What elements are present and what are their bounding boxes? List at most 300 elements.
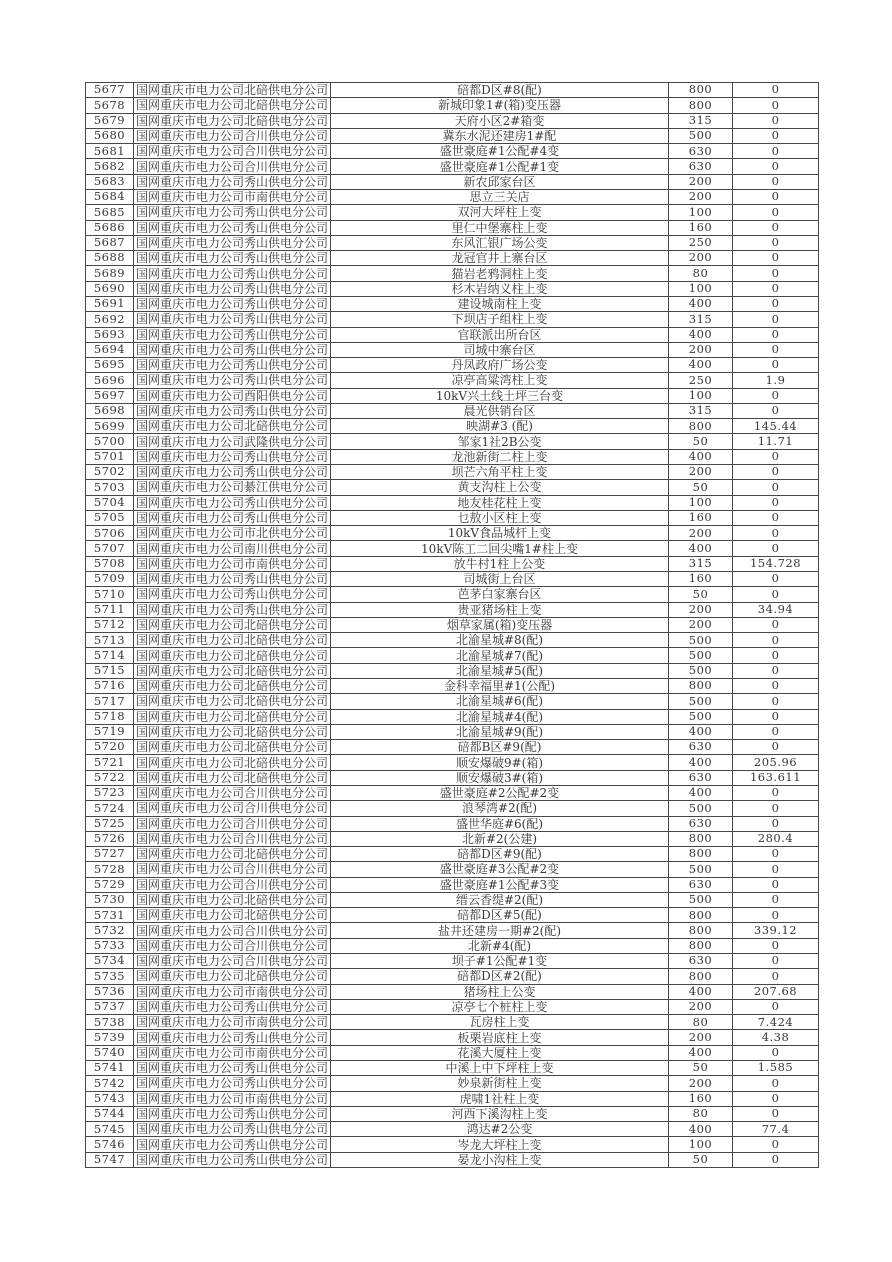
value-cell: 163.611 [733, 770, 819, 785]
value-cell: 0 [733, 526, 819, 541]
table-row [86, 1015, 819, 1030]
capacity-cell: 500 [669, 648, 733, 663]
capacity-cell: 200 [669, 342, 733, 357]
value-cell: 0 [733, 633, 819, 648]
capacity-cell: 400 [669, 755, 733, 770]
row-id-cell: 5707 [86, 541, 134, 556]
data-table-container [85, 82, 819, 1168]
company-name-cell: 国网重庆市电力公司秀山供电分公司 [134, 403, 331, 418]
table-row [86, 923, 819, 938]
station-name-cell: 放牛村1柱上公变 [331, 556, 669, 571]
row-id-cell: 5677 [86, 83, 134, 98]
company-name-cell: 国网重庆市电力公司合川供电分公司 [134, 801, 331, 816]
row-id-cell: 5723 [86, 785, 134, 800]
capacity-cell: 800 [669, 908, 733, 923]
value-cell: 0 [733, 816, 819, 831]
table-row [86, 266, 819, 281]
row-id-cell: 5693 [86, 327, 134, 342]
table-row [86, 373, 819, 388]
row-id-cell: 5718 [86, 709, 134, 724]
value-cell: 0 [733, 999, 819, 1014]
table-row [86, 1091, 819, 1106]
company-name-cell: 国网重庆市电力公司酉阳供电分公司 [134, 388, 331, 403]
row-id-cell: 5711 [86, 602, 134, 617]
row-id-cell: 5681 [86, 144, 134, 159]
company-name-cell: 国网重庆市电力公司北碚供电分公司 [134, 755, 331, 770]
value-cell: 0 [733, 648, 819, 663]
value-cell: 0 [733, 969, 819, 984]
table-row [86, 358, 819, 373]
table-row [86, 98, 819, 113]
company-name-cell: 国网重庆市电力公司合川供电分公司 [134, 831, 331, 846]
value-cell: 0 [733, 572, 819, 587]
table-row [86, 1061, 819, 1076]
value-cell: 0 [733, 785, 819, 800]
row-id-cell: 5731 [86, 908, 134, 923]
value-cell: 0 [733, 724, 819, 739]
company-name-cell: 国网重庆市电力公司秀山供电分公司 [134, 510, 331, 525]
table-row [86, 465, 819, 480]
row-id-cell: 5743 [86, 1091, 134, 1106]
capacity-cell: 315 [669, 556, 733, 571]
station-name-cell: 顺安爆破9#(箱) [331, 755, 669, 770]
station-name-cell: 妙泉新街柱上变 [331, 1076, 669, 1091]
table-row [86, 1076, 819, 1091]
station-name-cell: 盛世豪庭#2公配#2变 [331, 785, 669, 800]
station-name-cell: 下坝店子组柱上变 [331, 312, 669, 327]
table-row [86, 128, 819, 143]
capacity-cell: 160 [669, 510, 733, 525]
value-cell: 0 [733, 113, 819, 128]
company-name-cell: 国网重庆市电力公司秀山供电分公司 [134, 1076, 331, 1091]
station-name-cell: 瓦房柱上变 [331, 1015, 669, 1030]
station-name-cell: 贵亚猪场柱上变 [331, 602, 669, 617]
company-name-cell: 国网重庆市电力公司市南供电分公司 [134, 1091, 331, 1106]
row-id-cell: 5712 [86, 617, 134, 632]
value-cell: 0 [733, 1091, 819, 1106]
value-cell: 0 [733, 83, 819, 98]
company-name-cell: 国网重庆市电力公司合川供电分公司 [134, 877, 331, 892]
value-cell: 0 [733, 1152, 819, 1167]
table-row [86, 648, 819, 663]
table-row [86, 205, 819, 220]
row-id-cell: 5683 [86, 174, 134, 189]
station-name-cell: 乜敖小区柱上变 [331, 510, 669, 525]
station-name-cell: 丹凤政府广场公变 [331, 358, 669, 373]
row-id-cell: 5739 [86, 1030, 134, 1045]
station-name-cell: 双河大坪柱上变 [331, 205, 669, 220]
value-cell: 145.44 [733, 419, 819, 434]
station-name-cell: 碚都B区#9(配) [331, 740, 669, 755]
station-name-cell: 杉木岩纳义柱上变 [331, 281, 669, 296]
company-name-cell: 国网重庆市电力公司秀山供电分公司 [134, 235, 331, 250]
company-name-cell: 国网重庆市电力公司北碚供电分公司 [134, 113, 331, 128]
row-id-cell: 5702 [86, 465, 134, 480]
company-name-cell: 国网重庆市电力公司合川供电分公司 [134, 954, 331, 969]
table-row [86, 938, 819, 953]
table-row [86, 403, 819, 418]
company-name-cell: 国网重庆市电力公司秀山供电分公司 [134, 358, 331, 373]
station-name-cell: 坝子#1公配#1变 [331, 954, 669, 969]
value-cell: 154.728 [733, 556, 819, 571]
table-row [86, 954, 819, 969]
company-name-cell: 国网重庆市电力公司北碚供电分公司 [134, 740, 331, 755]
table-row [86, 572, 819, 587]
station-name-cell: 北渝星城#6(配) [331, 694, 669, 709]
capacity-cell: 400 [669, 1122, 733, 1137]
station-name-cell: 龙冠官井上寨台区 [331, 251, 669, 266]
capacity-cell: 400 [669, 358, 733, 373]
capacity-cell: 400 [669, 541, 733, 556]
row-id-cell: 5741 [86, 1061, 134, 1076]
value-cell: 280.4 [733, 831, 819, 846]
value-cell: 0 [733, 587, 819, 602]
table-row [86, 770, 819, 785]
station-name-cell: 碚都D区#2(配) [331, 969, 669, 984]
station-name-cell: 冀东水泥还建房1#配 [331, 128, 669, 143]
table-row [86, 633, 819, 648]
capacity-cell: 100 [669, 281, 733, 296]
company-name-cell: 国网重庆市电力公司綦江供电分公司 [134, 480, 331, 495]
station-name-cell: 河西下溪沟柱上变 [331, 1106, 669, 1121]
station-name-cell: 花溪大厦柱上变 [331, 1045, 669, 1060]
table-row [86, 587, 819, 602]
station-name-cell: 鸿达#2公变 [331, 1122, 669, 1137]
row-id-cell: 5706 [86, 526, 134, 541]
table-row [86, 327, 819, 342]
row-id-cell: 5691 [86, 296, 134, 311]
row-id-cell: 5717 [86, 694, 134, 709]
company-name-cell: 国网重庆市电力公司秀山供电分公司 [134, 449, 331, 464]
station-name-cell: 北渝星城#4(配) [331, 709, 669, 724]
capacity-cell: 315 [669, 403, 733, 418]
table-row [86, 342, 819, 357]
company-name-cell: 国网重庆市电力公司秀山供电分公司 [134, 1122, 331, 1137]
table-row [86, 969, 819, 984]
row-id-cell: 5724 [86, 801, 134, 816]
value-cell: 0 [733, 327, 819, 342]
station-name-cell: 司城街上台区 [331, 572, 669, 587]
station-name-cell: 新城印象1#(箱)变压器 [331, 98, 669, 113]
row-id-cell: 5689 [86, 266, 134, 281]
company-name-cell: 国网重庆市电力公司秀山供电分公司 [134, 373, 331, 388]
value-cell: 0 [733, 251, 819, 266]
capacity-cell: 50 [669, 480, 733, 495]
table-row [86, 694, 819, 709]
company-name-cell: 国网重庆市电力公司秀山供电分公司 [134, 572, 331, 587]
value-cell: 0 [733, 480, 819, 495]
capacity-cell: 200 [669, 602, 733, 617]
station-name-cell: 凉亭高粱湾柱上变 [331, 373, 669, 388]
table-row [86, 892, 819, 907]
station-name-cell: 凉亭七个桩柱上变 [331, 999, 669, 1014]
capacity-cell: 800 [669, 831, 733, 846]
value-cell: 0 [733, 709, 819, 724]
capacity-cell: 800 [669, 678, 733, 693]
value-cell: 7.424 [733, 1015, 819, 1030]
table-row [86, 831, 819, 846]
value-cell: 0 [733, 465, 819, 480]
value-cell: 0 [733, 403, 819, 418]
station-name-cell: 龙池新街二柱上变 [331, 449, 669, 464]
station-name-cell: 新农邱家台区 [331, 174, 669, 189]
capacity-cell: 315 [669, 113, 733, 128]
company-name-cell: 国网重庆市电力公司秀山供电分公司 [134, 1030, 331, 1045]
station-name-cell: 邹家1社2B公变 [331, 434, 669, 449]
company-name-cell: 国网重庆市电力公司秀山供电分公司 [134, 266, 331, 281]
row-id-cell: 5733 [86, 938, 134, 953]
value-cell: 0 [733, 296, 819, 311]
value-cell: 0 [733, 617, 819, 632]
capacity-cell: 400 [669, 984, 733, 999]
row-id-cell: 5687 [86, 235, 134, 250]
row-id-cell: 5680 [86, 128, 134, 143]
row-id-cell: 5682 [86, 159, 134, 174]
row-id-cell: 5737 [86, 999, 134, 1014]
power-station-table [85, 82, 819, 1168]
station-name-cell: 东风汇银广场公变 [331, 235, 669, 250]
value-cell: 77.4 [733, 1122, 819, 1137]
table-row [86, 526, 819, 541]
value-cell: 34.94 [733, 602, 819, 617]
capacity-cell: 400 [669, 449, 733, 464]
company-name-cell: 国网重庆市电力公司秀山供电分公司 [134, 327, 331, 342]
station-name-cell: 中溪上中下坪柱上变 [331, 1061, 669, 1076]
company-name-cell: 国网重庆市电力公司北碚供电分公司 [134, 617, 331, 632]
capacity-cell: 800 [669, 847, 733, 862]
station-name-cell: 北渝星城#9(配) [331, 724, 669, 739]
table-row [86, 1045, 819, 1060]
row-id-cell: 5710 [86, 587, 134, 602]
capacity-cell: 100 [669, 1137, 733, 1152]
company-name-cell: 国网重庆市电力公司秀山供电分公司 [134, 296, 331, 311]
value-cell: 0 [733, 144, 819, 159]
station-name-cell: 碚都D区#5(配) [331, 908, 669, 923]
value-cell: 0 [733, 174, 819, 189]
capacity-cell: 400 [669, 724, 733, 739]
capacity-cell: 200 [669, 465, 733, 480]
table-row [86, 495, 819, 510]
value-cell: 205.96 [733, 755, 819, 770]
value-cell: 339.12 [733, 923, 819, 938]
row-id-cell: 5690 [86, 281, 134, 296]
capacity-cell: 250 [669, 373, 733, 388]
capacity-cell: 200 [669, 617, 733, 632]
capacity-cell: 630 [669, 770, 733, 785]
company-name-cell: 国网重庆市电力公司北碚供电分公司 [134, 663, 331, 678]
capacity-cell: 630 [669, 954, 733, 969]
company-name-cell: 国网重庆市电力公司北碚供电分公司 [134, 678, 331, 693]
value-cell: 0 [733, 159, 819, 174]
table-row [86, 83, 819, 98]
row-id-cell: 5735 [86, 969, 134, 984]
capacity-cell: 200 [669, 189, 733, 204]
company-name-cell: 国网重庆市电力公司合川供电分公司 [134, 159, 331, 174]
row-id-cell: 5708 [86, 556, 134, 571]
value-cell: 0 [733, 1106, 819, 1121]
capacity-cell: 500 [669, 862, 733, 877]
row-id-cell: 5700 [86, 434, 134, 449]
table-row [86, 174, 819, 189]
table-row [86, 1030, 819, 1045]
row-id-cell: 5692 [86, 312, 134, 327]
table-row [86, 740, 819, 755]
row-id-cell: 5732 [86, 923, 134, 938]
capacity-cell: 200 [669, 1030, 733, 1045]
company-name-cell: 国网重庆市电力公司北碚供电分公司 [134, 419, 331, 434]
capacity-cell: 800 [669, 969, 733, 984]
company-name-cell: 国网重庆市电力公司北碚供电分公司 [134, 908, 331, 923]
station-name-cell: 北新#2(公建) [331, 831, 669, 846]
capacity-cell: 500 [669, 694, 733, 709]
row-id-cell: 5736 [86, 984, 134, 999]
value-cell: 0 [733, 541, 819, 556]
company-name-cell: 国网重庆市电力公司秀山供电分公司 [134, 465, 331, 480]
table-row [86, 541, 819, 556]
company-name-cell: 国网重庆市电力公司南川供电分公司 [134, 541, 331, 556]
row-id-cell: 5728 [86, 862, 134, 877]
station-name-cell: 盛世豪庭#3公配#2变 [331, 862, 669, 877]
company-name-cell: 国网重庆市电力公司合川供电分公司 [134, 144, 331, 159]
row-id-cell: 5696 [86, 373, 134, 388]
value-cell: 0 [733, 694, 819, 709]
value-cell: 0 [733, 205, 819, 220]
company-name-cell: 国网重庆市电力公司秀山供电分公司 [134, 587, 331, 602]
station-name-cell: 10kV兴土线土坪三台变 [331, 388, 669, 403]
capacity-cell: 50 [669, 1061, 733, 1076]
table-row [86, 999, 819, 1014]
value-cell: 0 [733, 449, 819, 464]
row-id-cell: 5705 [86, 510, 134, 525]
row-id-cell: 5742 [86, 1076, 134, 1091]
company-name-cell: 国网重庆市电力公司北碚供电分公司 [134, 709, 331, 724]
row-id-cell: 5720 [86, 740, 134, 755]
value-cell: 0 [733, 908, 819, 923]
table-row [86, 1152, 819, 1167]
value-cell: 0 [733, 235, 819, 250]
company-name-cell: 国网重庆市电力公司北碚供电分公司 [134, 83, 331, 98]
company-name-cell: 国网重庆市电力公司合川供电分公司 [134, 816, 331, 831]
table-row [86, 189, 819, 204]
row-id-cell: 5716 [86, 678, 134, 693]
capacity-cell: 200 [669, 251, 733, 266]
value-cell: 1.9 [733, 373, 819, 388]
row-id-cell: 5699 [86, 419, 134, 434]
station-name-cell: 岑龙大坪柱上变 [331, 1137, 669, 1152]
company-name-cell: 国网重庆市电力公司合川供电分公司 [134, 862, 331, 877]
row-id-cell: 5740 [86, 1045, 134, 1060]
table-row [86, 678, 819, 693]
station-name-cell: 黄支沟柱上公变 [331, 480, 669, 495]
capacity-cell: 630 [669, 740, 733, 755]
capacity-cell: 800 [669, 83, 733, 98]
station-name-cell: 虎啸1社柱上变 [331, 1091, 669, 1106]
row-id-cell: 5704 [86, 495, 134, 510]
station-name-cell: 浪琴湾#2(配) [331, 801, 669, 816]
table-row [86, 862, 819, 877]
table-row [86, 908, 819, 923]
row-id-cell: 5688 [86, 251, 134, 266]
station-name-cell: 天府小区2#箱变 [331, 113, 669, 128]
table-row [86, 388, 819, 403]
table-row [86, 1122, 819, 1137]
row-id-cell: 5738 [86, 1015, 134, 1030]
company-name-cell: 国网重庆市电力公司市南供电分公司 [134, 189, 331, 204]
row-id-cell: 5698 [86, 403, 134, 418]
company-name-cell: 国网重庆市电力公司秀山供电分公司 [134, 205, 331, 220]
station-name-cell: 映湖#3 (配) [331, 419, 669, 434]
company-name-cell: 国网重庆市电力公司北碚供电分公司 [134, 724, 331, 739]
capacity-cell: 500 [669, 709, 733, 724]
capacity-cell: 500 [669, 801, 733, 816]
capacity-cell: 800 [669, 923, 733, 938]
row-id-cell: 5697 [86, 388, 134, 403]
capacity-cell: 630 [669, 159, 733, 174]
table-row [86, 556, 819, 571]
row-id-cell: 5722 [86, 770, 134, 785]
capacity-cell: 500 [669, 128, 733, 143]
row-id-cell: 5745 [86, 1122, 134, 1137]
company-name-cell: 国网重庆市电力公司北碚供电分公司 [134, 847, 331, 862]
table-row [86, 1106, 819, 1121]
table-row [86, 709, 819, 724]
capacity-cell: 160 [669, 220, 733, 235]
capacity-cell: 800 [669, 98, 733, 113]
value-cell: 0 [733, 1076, 819, 1091]
row-id-cell: 5694 [86, 342, 134, 357]
table-row [86, 159, 819, 174]
station-name-cell: 司城中寨台区 [331, 342, 669, 357]
capacity-cell: 200 [669, 1076, 733, 1091]
company-name-cell: 国网重庆市电力公司秀山供电分公司 [134, 1106, 331, 1121]
capacity-cell: 800 [669, 938, 733, 953]
company-name-cell: 国网重庆市电力公司市南供电分公司 [134, 1015, 331, 1030]
capacity-cell: 250 [669, 235, 733, 250]
row-id-cell: 5695 [86, 358, 134, 373]
value-cell: 0 [733, 312, 819, 327]
table-row [86, 785, 819, 800]
value-cell: 0 [733, 847, 819, 862]
company-name-cell: 国网重庆市电力公司北碚供电分公司 [134, 648, 331, 663]
table-row [86, 312, 819, 327]
station-name-cell: 缙云香缇#2(配) [331, 892, 669, 907]
value-cell: 0 [733, 1137, 819, 1152]
company-name-cell: 国网重庆市电力公司北碚供电分公司 [134, 633, 331, 648]
station-name-cell: 烟草家属(箱)变压器 [331, 617, 669, 632]
capacity-cell: 400 [669, 785, 733, 800]
value-cell: 0 [733, 266, 819, 281]
station-name-cell: 盐井还建房一期#2(配) [331, 923, 669, 938]
table-row [86, 281, 819, 296]
company-name-cell: 国网重庆市电力公司市南供电分公司 [134, 984, 331, 999]
value-cell: 4.38 [733, 1030, 819, 1045]
capacity-cell: 315 [669, 312, 733, 327]
company-name-cell: 国网重庆市电力公司北碚供电分公司 [134, 770, 331, 785]
value-cell: 0 [733, 388, 819, 403]
station-name-cell: 盛世华庭#6(配) [331, 816, 669, 831]
row-id-cell: 5709 [86, 572, 134, 587]
station-name-cell: 官联派出所台区 [331, 327, 669, 342]
table-row [86, 847, 819, 862]
station-name-cell: 北渝星城#8(配) [331, 633, 669, 648]
company-name-cell: 国网重庆市电力公司秀山供电分公司 [134, 251, 331, 266]
capacity-cell: 400 [669, 327, 733, 342]
table-row [86, 235, 819, 250]
capacity-cell: 800 [669, 419, 733, 434]
capacity-cell: 100 [669, 205, 733, 220]
value-cell: 0 [733, 877, 819, 892]
station-name-cell: 北渝星城#7(配) [331, 648, 669, 663]
